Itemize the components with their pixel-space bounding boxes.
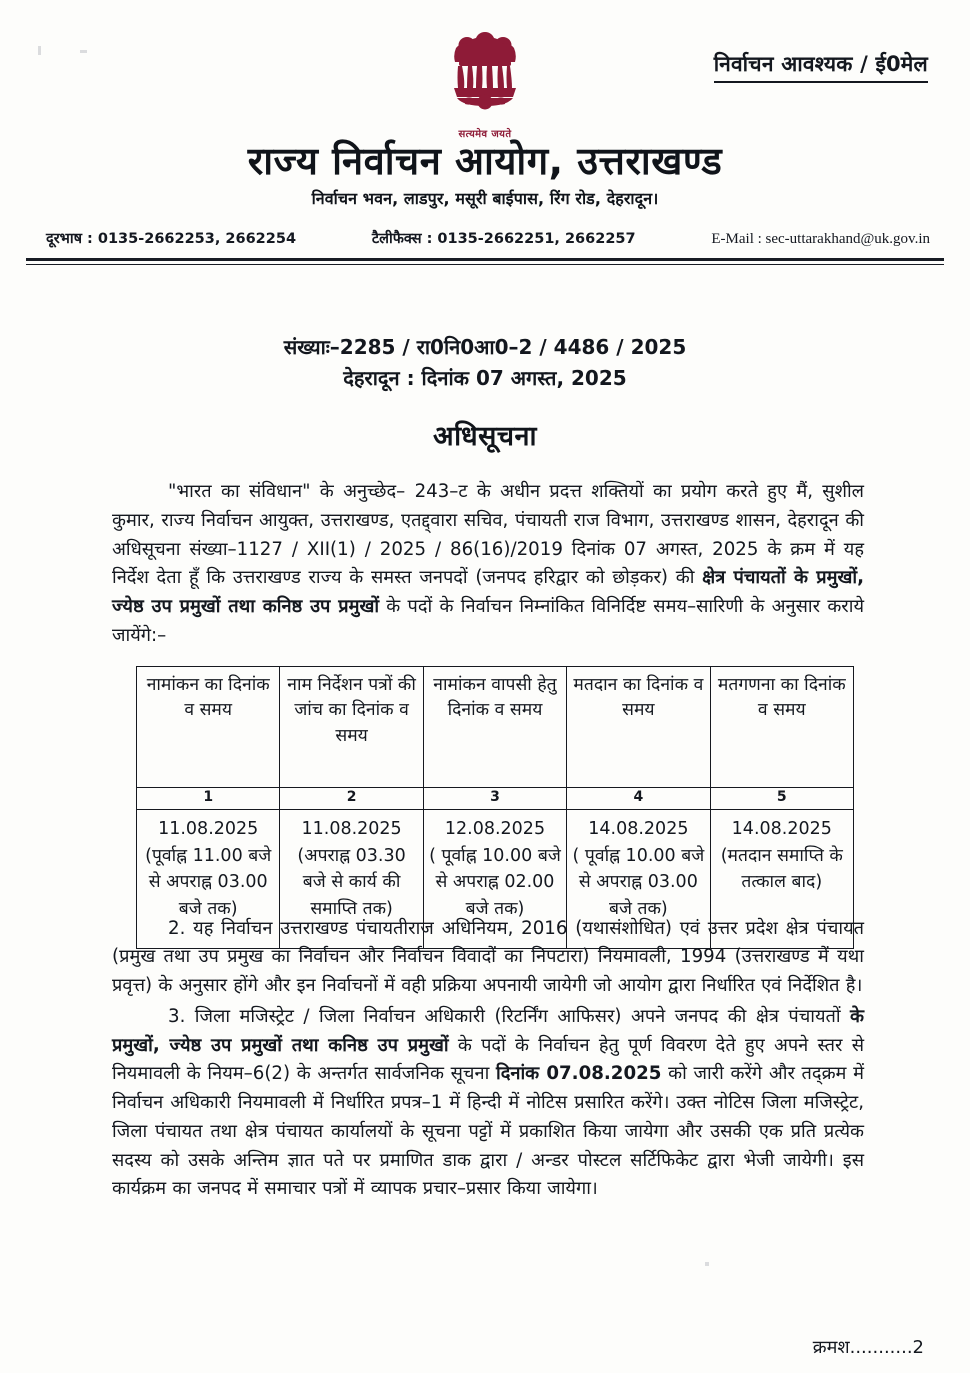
table-header-cell: मतगणना का दिनांक व समय (710, 667, 853, 788)
cell-detail: (मतदान समाप्ति के तत्काल बाद) (720, 846, 843, 893)
header-divider (26, 258, 944, 265)
cell-date: 14.08.2025 (588, 818, 689, 839)
table-cell (280, 809, 423, 948)
paragraph-3 (112, 1003, 864, 1204)
election-schedule-table (136, 666, 854, 949)
table-header-cell: मतदान का दिनांक व समय (567, 667, 710, 788)
cell-detail: (पूर्वाह्न 11.00 बजे से अपराह्न 03.00 बजे तक) (145, 846, 272, 919)
p3-emphasis-posts: के प्रमुखों, ज्येष्ठ उप प्रमुखों तथा कनिष्ठ उप प्रमुखों (112, 1005, 864, 1056)
scan-speck (705, 1262, 709, 1266)
table-header-cell: नामांकन वापसी हेतु दिनांक व समय (423, 667, 566, 788)
table-header-cell: नाम निर्देशन पत्रों की जांच का दिनांक व समय (280, 667, 423, 788)
priority-tag: निर्वाचन आवश्यक / ई0मेल (714, 50, 928, 83)
place-and-date: देहरादून : दिनांक 07 अगस्त, 2025 (343, 366, 627, 390)
p1-emphasis: क्षेत्र पंचायतों के प्रमुखों, ज्येष्ठ उप प्रमुखों तथा कनिष्ठ उप प्रमुखों (112, 567, 864, 617)
table-cell (710, 809, 853, 948)
phone-text: दूरभाष : 0135-2662253, 2662254 (46, 231, 297, 247)
cell-detail: ( पूर्वाह्न 10.00 बजे से अपराह्न 03.00 बजे तक) (572, 846, 705, 919)
organization-address: निर्वाचन भवन, लाडपुर, मसूरी बाईपास, रिंग रोड, देहरादून। (311, 188, 659, 208)
table-row (137, 809, 854, 948)
p1-text-a: "भारत का संविधान" के अनुच्छेद– 243–ट के अधीन प्रदत्त शक्तियों का प्रयोग करते हुए मैं, सुशील कुमार, राज्य निर्वाचन आयुक्त, उत्तराखण्ड, एतद्द्वारा सचिव, पंचायती राज विभाग, उत्तराखण्ड शासन, देहरादून की अधिसूचना संख्या–1127 / XII(1) / 2025 / 86(16)/2019 दिनांक 07 अगस्त, 2025 के क्रम में यह निर्देश देता हूँ कि उत्तराखण्ड राज्य के समस्त जनपदों (जनपद हरिद्वार को छोड़कर) की (112, 481, 864, 589)
page-title: अधिसूचना (432, 421, 538, 452)
cell-date: 14.08.2025 (731, 818, 832, 839)
email-text: E-Mail : sec-uttarakhand@uk.gov.in (711, 231, 930, 247)
fax-text: टैलीफैक्स : 0135-2662251, 2662257 (371, 231, 636, 247)
table-column-number-row (137, 788, 854, 810)
cell-date: 11.08.2025 (158, 818, 259, 839)
table-cell (567, 809, 710, 948)
cell-detail: (अपराह्न 03.30 बजे से कार्य की समाप्ति तक) (297, 846, 406, 919)
cell-date: 12.08.2025 (444, 818, 546, 839)
paragraph-1 (112, 478, 864, 651)
cell-detail: ( पूर्वाह्न 10.00 बजे से अपराह्न 02.00 बजे तक) (429, 846, 561, 919)
table-header-row (137, 667, 854, 788)
table-cell (423, 809, 566, 948)
emblem-caption: सत्यमेव जयते (458, 129, 512, 140)
p3-text-b: के पदों के निर्वाचन हेतु पूर्ण विवरण देते हुए अपने स्तर से नियमावली के नियम–6(2) के अन्तर्गत सार्वजनिक सूचना (112, 1034, 864, 1085)
organization-title: राज्य निर्वाचन आयोग, उत्तराखण्ड (247, 139, 723, 183)
table-cell (137, 809, 280, 948)
reference-number: संख्याः–2285 / रा0नि0आ0–2 / 4486 / 2025 (283, 335, 687, 359)
column-number: 4 (567, 788, 710, 810)
column-number: 2 (280, 788, 423, 810)
column-number: 5 (710, 788, 853, 810)
p3-text-a: 3. जिला मजिस्ट्रेट / जिला निर्वाचन अधिकारी (रिटर्निंग आफिसर) अपने जनपद की क्षेत्र पंचायतों (168, 1005, 851, 1027)
column-number: 1 (137, 788, 280, 810)
table-header-cell: नामांकन का दिनांक व समय (137, 667, 280, 788)
p1-text-b: के पदों के निर्वाचन निम्नांकित विनिर्दिष्ट समय–सारिणी के अनुसार कराये जायेंगे:– (112, 596, 864, 646)
p3-emphasis-date: दिनांक 07.08.2025 (495, 1063, 662, 1085)
continued-marker: क्रमश...........2 (812, 1337, 924, 1358)
contact-row (46, 228, 930, 248)
column-number: 3 (423, 788, 566, 810)
election-schedule-table-wrap (136, 666, 854, 949)
india-state-emblem-icon (442, 28, 528, 124)
reference-block (0, 332, 970, 394)
paragraph-2: 2. यह निर्वाचन उत्तराखण्ड पंचायतीराज अधिनियम, 2016 (यथासंशोधित) एवं उत्तर प्रदेश क्षेत्र पंचायत (प्रमुख तथा उप प्रमुख का निर्वाचन और निर्वाचन विवादों का निपटारा) नियमावली, 1994 (उत्तराखण्ड में यथा प्रवृत्त) के अनुसार होंगे और इन निर्वाचनों में वही प्रक्रिया अपनायी जायेगी जो आयोग द्वारा निर्धारित एवं निर्देशित है। (112, 917, 864, 996)
emblem-block (0, 28, 970, 140)
p3-text-c: को जारी करेंगे और तद्क्रम में निर्वाचन अधिकारी नियमावली में निर्धारित प्रपत्र–1 में हिन्दी में नोटिस प्रसारित करेंगे। उक्त नोटिस जिला मजिस्ट्रेट, जिला पंचायत तथा क्षेत्र पंचायत कार्यालयों के सूचना पट्टों में प्रकाशित किया जायेगा और उसकी एक प्रति प्रत्येक सदस्य को उसके अन्तिम ज्ञात पते पर प्रमाणित डाक द्वारा / अन्डर पोस्टल सर्टिफिकेट द्वारा भेजी जायेगी। इस कार्यक्रम का जनपद में समाचार पत्रों में व्यापक प्रचार–प्रसार किया जायेगा। (112, 1063, 864, 1200)
cell-date: 11.08.2025 (301, 818, 402, 839)
letterhead (0, 140, 970, 209)
